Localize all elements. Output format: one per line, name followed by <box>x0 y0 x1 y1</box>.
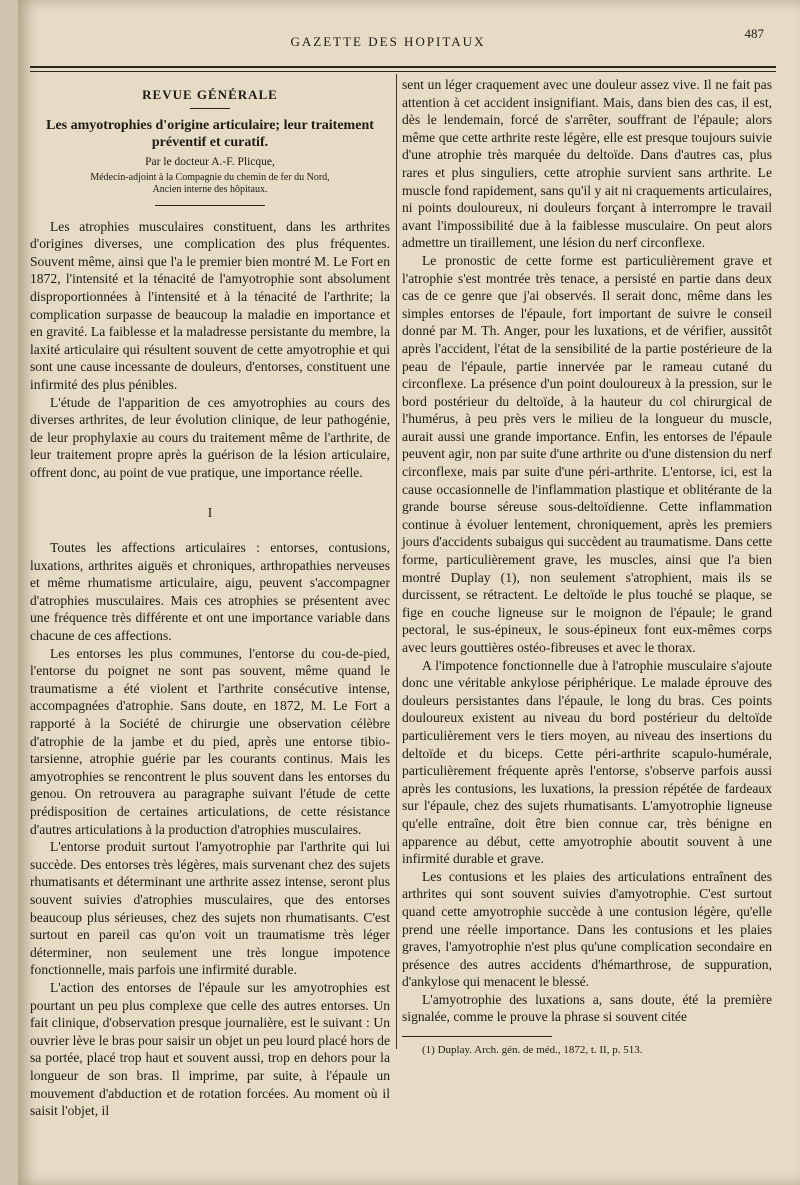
article-title: Les amyotrophies d'origine articulaire; leur traitement préventif et curatif. <box>46 117 374 150</box>
section-title: REVUE GÉNÉRALE <box>142 87 278 102</box>
footnote-rule <box>402 1036 552 1037</box>
footnote: (1) Duplay. Arch. gén. de méd., 1872, t. II, p. 513. <box>422 1044 643 1057</box>
paragraph: Toutes les affections articulaires : entorses, contusions, luxations, arthrites aiguës et chroniques, arthropathies nerveuses et même rhumatisme articulaire, aigu, peuvent s'accompagner d'atrophies musculaires. Mais ces atrophies se présentent avec une fréquence très différente et ont une importance variable dans chacune de ces affections. <box>30 540 390 644</box>
paragraph: Le pronostic de cette forme est particulièrement grave et l'atrophie s'est montrée très tenace, a persisté en partie dans deux cas de ce genre que j'ai observés. Il serait donc, même dans les simples entorses de l'épaule, fort important de suivre le conseil donné par M. Th. Anger, pour les luxations, et de vérifier, aussitôt après l'accident, l'état de la sensibilité de la partie postérieure de la peau de l'épaule, partie innervée par le rameau cutané du circonflexe. La présence d'un point douloureux à la pression, sur le bord postérieur du deltoïde, à la hauteur du col chirurgical de l'humérus, à peu près vers le milieu de la longueur du muscle, aurait aussi une grande importance. Enfin, les entorses de l'épaule peuvent agir, non par suite d'une arthrite ou d'une distension du nerf circonflexe, mais par suite d'une péri-arthrite. L'entorse, ici, est la cause occasionnelle de l'inflammation plastique et oblitérante de la grande bourse séreuse sous-deltoïdienne. Cette inflammation continue à évoluer lentement, chroniquement, après les premiers jours d'accidents subaigus qui succèdent au traumatisme. Dans cette forme, particulièrement grave, les muscles, ainsi que l'a bien montré Duplay (1), non seulement s'atrophient, mais ils se durcissent, se rétractent. Le deltoïde le plus touché se plaque, se fige en couche ligneuse sur le moignon de l'épaule; le grand pectoral, le sus-épineux, le sous-épineux font eux-mêmes corps avec leurs gouttières ostéo-fibreuses et avec le thorax. <box>402 252 772 655</box>
paragraph: L'entorse produit surtout l'amyotrophie par l'arthrite qui lui succède. Des entorses très légères, mais survenant chez des sujets rhumatisants et déterminant une arthrite assez intense, seront plus souvent suivies d'atrophies musculaires, que des entorses beaucoup plus sérieuses, chez des sujets non rhumatisants. C'est surtout en pareil cas qu'on voit un traumatisme très léger déterminer, non seulement une très longue impotence fonctionnelle, mais parfois une infirmité durable. <box>30 839 390 978</box>
paragraph: Les contusions et les plaies des articulations entraînent des arthrites qui sont souvent suivies d'amyotrophie. C'est surtout quand cette amyotrophie succède à une contusion légère, qu'elle prend une réelle importance. Dans les contusions et les plaies graves, l'amyotrophie n'est plus qu'une complication secondaire en présence des autres accidents d'hémarthrose, de suppuration, d'ankylose qui menacent le blessé. <box>402 868 772 990</box>
paragraph: A l'impotence fonctionnelle due à l'atrophie musculaire s'ajoute donc une véritable ankylose périphérique. Le malade éprouve des douleurs persistantes dans l'épaule, le long du bras. Ces points douloureux existent au niveau du bord postérieur du deltoïde particulièrement vers le tiers moyen, au niveau des insertions du deltoïde et du biceps. Cette péri-arthrite scapulo-humérale, particulièrement fréquente après l'entorse, s'observe parfois aussi après les contusions, les luxations, la pression répétée de fardeaux sur l'épaule, chez des sujets rhumatisants. L'amyotrophie ligneuse qu'elle entraîne, doit être bien connue car, très bénigne en apparence au début, cette amyotrophie aboutit souvent à une infirmité durable et grave. <box>402 657 772 867</box>
affiliation-line-1: Médecin-adjoint à la Compagnie du chemin de fer du Nord, <box>90 171 330 183</box>
paragraph: L'amyotrophie des luxations a, sans doute, été la première signalée, comme le prouve la phrase si souvent citée <box>402 991 772 1025</box>
affiliation-line-2: Ancien interne des hôpitaux. <box>152 184 268 196</box>
header-rule-thick <box>30 66 776 68</box>
section-numeral: I <box>207 504 213 520</box>
title-rule <box>155 205 265 206</box>
author-affiliation <box>30 172 390 197</box>
paragraph: L'étude de l'apparition de ces amyotrophies au cours des diverses arthrites, de leur évolution clinique, de leur pathogénie, de leur prophylaxie au cours du traitement même de l'arthrite, de leur traitement propre après la guérison de la lésion articulaire, offrent donc, au point de vue pratique, une importance réelle. <box>30 394 390 480</box>
paragraph: Les atrophies musculaires constituent, dans les arthrites d'origines diverses, une complication des plus fréquentes. Souvent même, ainsi que l'a le premier bien montré M. Le Fort en 1872, l'intensité et la ténacité de l'amyotrophie sont absolument disproportionnées à l'intensité et à la ténacité de l'arthrite; la complication surpasse de beaucoup la maladie en importance et en gravité. La faiblesse et la maladresse persistante du membre, la laxité articulaire qui résultent souvent de cette amyotrophie et qui sont une cause incessante de douleurs, d'entorses, constituent une infirmité des plus pénibles. <box>30 218 390 392</box>
page-number: 487 <box>744 26 764 41</box>
right-column <box>402 76 772 1057</box>
newspaper-page <box>18 0 800 1185</box>
header-rule-thin <box>30 71 776 72</box>
article-author: Par le docteur A.-F. Plicque, <box>145 155 275 168</box>
section-rule <box>190 108 230 109</box>
column-divider <box>396 74 397 1049</box>
paragraph: L'action des entorses de l'épaule sur les amyotrophies est pourtant un peu plus complexe que celle des autres entorses. Un fait clinique, d'observation presque journalière, est le suivant : Un ouvrier lève le bras pour saisir un objet un peu lourd placé hors de sa portée, placé trop haut et souvent aussi, trop en dehors pour la longueur de son bras. Il imprime, par suite, à l'épaule un mouvement d'abduction et de rotation forcées. Au moment où il saisit l'objet, il <box>30 979 390 1119</box>
paragraph: sent un léger craquement avec une douleur assez vive. Il ne fait pas attention à cet accident insignifiant. Mais, dans bien des cas, il est, dès le lendemain, forcé de s'arrêter, souffrant de l'épaule; alors même que cette arthrite reste légère, elle est presque toujours suivie d'une atrophie très marquée du deltoïde. Dans d'autres cas, plus rares et plus singuliers, cette atrophie survient sans arthrite. Le muscle fond rapidement, sans qu'il y ait ni craquements articulaires, ni points douloureux, ni douleurs forçant à interrompre le travail avant l'impossibilité due à la faiblesse musculaire. On peut alors admettre un tiraillement, une lésion du nerf circonflexe. <box>402 77 772 251</box>
running-title: GAZETTE DES HOPITAUX <box>290 34 486 49</box>
page-header <box>18 24 800 54</box>
paragraph: Les entorses les plus communes, l'entorse du cou-de-pied, l'entorse du poignet ne sont pas souvent, même quand le traumatisme a été violent et l'arthrite consécutive intense, accompagnées d'atrophie. Sans doute, en 1872, M. Le Fort a rapporté à la Société de chirurgie une observation célèbre d'atrophie de la jambe et du pied, après une entorse tibio-tarsienne, atrophie guérie par les courants continus. Mais les amyotrophies se rencontrent le plus souvent dans les entorses du genou. On retrouvera au paragraphe suivant l'étude de cette prédisposition de certaines articulations, de cette résistance d'autres articulations à la production d'atrophies musculaires. <box>30 645 390 837</box>
left-column <box>30 76 390 1120</box>
